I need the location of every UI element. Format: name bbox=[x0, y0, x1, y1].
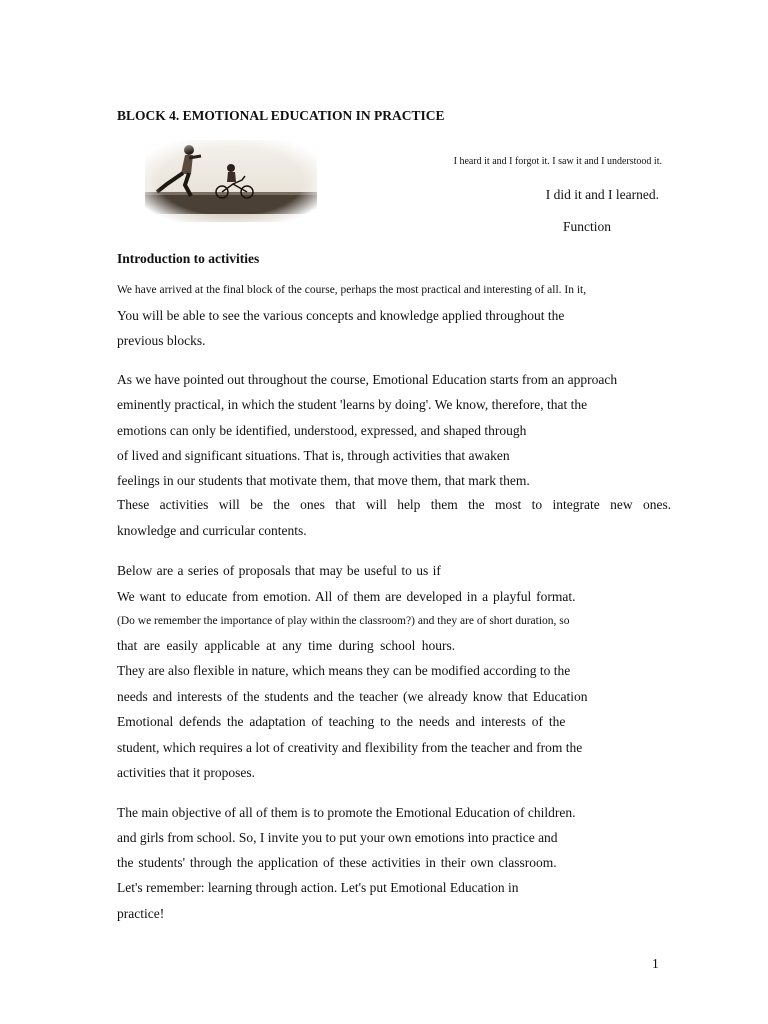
body-line: We want to educate from emotion. All of them are developed in a playful format. bbox=[117, 589, 576, 604]
body-line: and girls from school. So, I invite you to put your own emotions into practice and bbox=[117, 830, 558, 845]
page-number: 1 bbox=[652, 956, 659, 971]
body-line: that are easily applicable at any time during school hours. bbox=[117, 638, 456, 653]
body-line: feelings in our students that motivate them, that move them, that mark them. bbox=[117, 473, 530, 488]
body-line: eminently practical, in which the student 'learns by doing'. We know, therefore, that the bbox=[117, 397, 588, 412]
body-line: Emotional defends the adaptation of teaching to the needs and interests of the bbox=[117, 714, 566, 729]
body-line: previous blocks. bbox=[117, 333, 206, 348]
body-line: Let's remember: learning through action. Let's put Emotional Education in bbox=[117, 880, 519, 895]
body-line: We have arrived at the final block of the course, perhaps the most practical and interesting of all. In it, bbox=[117, 284, 587, 296]
quote-line-1: I heard it and I forgot it. I saw it and I understood it. bbox=[453, 156, 662, 167]
body-line: activities that it proposes. bbox=[117, 765, 255, 780]
body-line: practice! bbox=[117, 906, 165, 921]
body-line: the students' through the application of these activities in their own classroom. bbox=[117, 855, 557, 870]
body-line: of lived and significant situations. That is, through activities that awaken bbox=[117, 448, 510, 463]
quote-line-2: I did it and I learned. bbox=[545, 187, 659, 202]
body-line: knowledge and curricular contents. bbox=[117, 523, 307, 538]
body-line: emotions can only be identified, understood, expressed, and shaped through bbox=[117, 423, 527, 438]
block-heading: BLOCK 4. EMOTIONAL EDUCATION IN PRACTICE bbox=[117, 108, 445, 123]
body-line: They are also flexible in nature, which means they can be modified according to the bbox=[117, 663, 571, 678]
body-line: You will be able to see the various concepts and knowledge applied throughout the bbox=[117, 308, 565, 323]
function-label: Function bbox=[563, 219, 612, 234]
cyclist-photo bbox=[145, 140, 317, 222]
intro-heading: Introduction to activities bbox=[117, 251, 260, 266]
body-line: As we have pointed out throughout the course, Emotional Education starts from an approach bbox=[117, 372, 618, 387]
body-line: These activities will be the ones that will help them the most to integrate new ones. bbox=[117, 497, 672, 512]
body-line: needs and interests of the students and the teacher (we already know that Education bbox=[117, 689, 588, 704]
body-line: Below are a series of proposals that may be useful to us if bbox=[117, 563, 441, 578]
body-line: (Do we remember the importance of play within the classroom?) and they are of short duration, so bbox=[117, 615, 570, 627]
body-line: The main objective of all of them is to promote the Emotional Education of children. bbox=[117, 805, 576, 820]
body-line: student, which requires a lot of creativity and flexibility from the teacher and from the bbox=[117, 740, 583, 755]
